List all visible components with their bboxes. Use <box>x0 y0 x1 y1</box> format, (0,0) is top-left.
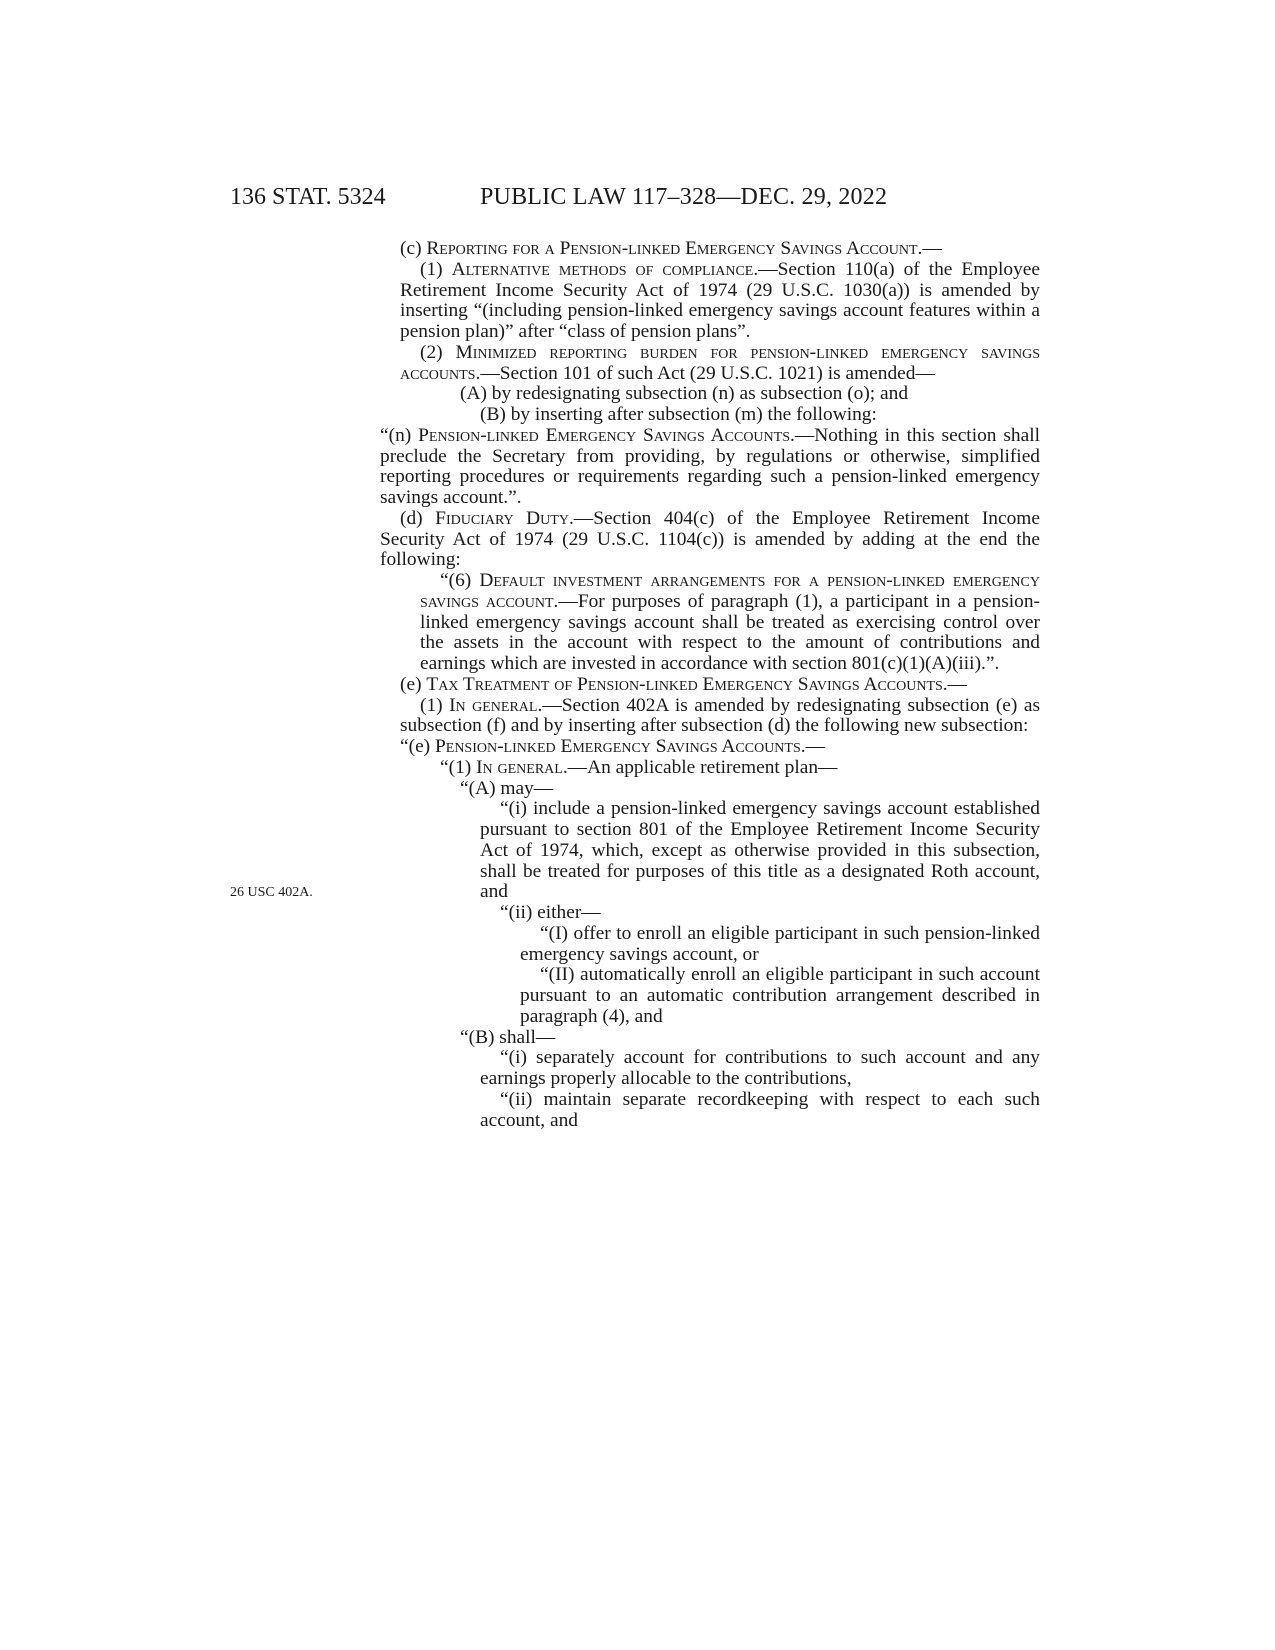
subsection-c-dash: — <box>922 238 942 259</box>
new-subsection-e <box>380 737 1040 758</box>
paragraph-e1 <box>360 696 1040 738</box>
new-paragraph-6-heading: Default investment arrangements for a pension-linked emergency savings account. <box>420 570 1040 612</box>
new-subsection-e-dash: — <box>805 736 825 757</box>
paragraph-c2-heading: Minimized reporting burden for pension-linked emergency savings accounts. <box>400 341 1040 384</box>
paragraph-c1-designator: (1) <box>420 258 452 280</box>
paragraph-c2-text: —Section 101 of such Act (29 U.S.C. 1021) is amended— <box>480 362 935 384</box>
new-paragraph-6-text: —For purposes of paragraph (1), a participant in a pension-linked emergency savings account shall be treated as exercising control over the assets in the account with respect to the amount of contributions and earnings which are invested in accordance with section 801(c)(1)(A)(iii).”. <box>420 590 1040 674</box>
subparagraph-c2B: (B) by inserting after subsection (m) the following: <box>480 404 877 425</box>
margin-citation: 26 USC 402A. <box>230 885 313 900</box>
clause-A-ii: “(ii) either— <box>500 902 601 923</box>
subsection-c-heading: Reporting for a Pension-linked Emergency Savings Account. <box>426 238 923 259</box>
subsection-e <box>380 675 1040 696</box>
paragraph-c1-text: —Section 110(a) of the Employee Retirement Income Security Act of 1974 (29 U.S.C. 1030(a)) is amended by inserting “(including pension-linked emergency savings account features within a pension plan)” after “class of pension plans”. <box>400 258 1040 342</box>
statute-body <box>380 239 1040 1131</box>
subsection-c-designator: (c) <box>400 238 427 259</box>
public-law-title: PUBLIC LAW 117–328—DEC. 29, 2022 <box>480 184 888 210</box>
subsection-d-text: —Section 404(c) of the Employee Retirement Income Security Act of 1974 (29 U.S.C. 1104(c)) is amended by adding at the end the following: <box>380 507 1040 571</box>
clause-B-ii: “(ii) maintain separate recordkeeping with respect to each such account, and <box>480 1088 1040 1131</box>
subsection-c <box>380 239 1040 260</box>
new-paragraph-6 <box>380 571 1040 675</box>
subsection-e-heading: Tax Treatment of Pension-linked Emergency Savings Accounts. <box>426 673 948 695</box>
clause-B: “(B) shall— <box>460 1026 556 1048</box>
new-subsection-e-designator: “(e) <box>400 736 435 757</box>
subparagraph-c2A: (A) by redesignating subsection (n) as subsection (o); and <box>460 383 909 405</box>
paragraph-c2 <box>380 343 1040 385</box>
subsection-e-designator: (e) <box>400 673 427 695</box>
subclause-A-ii-I: “(I) offer to enroll an eligible participant in such pension-linked emergency savings account, or <box>520 922 1040 965</box>
new-paragraph-e1-designator: “(1) <box>440 756 477 778</box>
subsection-d <box>380 509 1040 571</box>
page-header <box>230 182 1030 212</box>
clause-A-i: “(i) include a pension-linked emergency savings account established pursuant to section 801 of the Employee Retirement Income Security Act of 1974, which, except as otherwise provided in this subsection, shall be treated for purposes of this title as a designated Roth account, and <box>480 798 1040 903</box>
paragraph-e1-designator: (1) <box>420 694 450 716</box>
clause-A: “(A) may— <box>460 777 554 799</box>
paragraph-c1-heading: Alternative methods of compliance. <box>451 258 759 280</box>
statute-page-number: 136 STAT. 5324 <box>230 184 386 210</box>
paragraph-e1-heading: In general. <box>449 694 543 716</box>
clause-B-i: “(i) separately account for contributions to such account and any earnings properly allocable to the contributions, <box>480 1047 1040 1089</box>
paragraph-c2-designator: (2) <box>420 341 456 363</box>
new-subsection-n-heading: Pension-linked Emergency Savings Accounts. <box>418 424 795 446</box>
paragraph-e1-text: —Section 402A is amended by redesignating subsection (e) as subsection (f) and by inserting after subsection (d) the following new subsection: <box>400 694 1040 737</box>
subsection-e-dash: — <box>947 673 968 695</box>
new-subsection-n-text: —Nothing in this section shall preclude the Secretary from providing, by regulations or otherwise, simplified reporting procedures or requirements regarding such a pension-linked emergency savings account.”. <box>380 424 1040 508</box>
new-subsection-e-heading: Pension-linked Emergency Savings Accounts. <box>434 736 806 757</box>
subsection-d-heading: Fiduciary Duty. <box>435 507 574 529</box>
new-paragraph-e1-text: —An applicable retirement plan— <box>567 756 838 778</box>
new-paragraph-e1 <box>380 758 1040 779</box>
new-subsection-n <box>380 426 1040 509</box>
paragraph-c1 <box>380 260 1040 343</box>
new-paragraph-6-designator: “(6) <box>440 570 480 591</box>
subclause-A-ii-II: “(II) automatically enroll an eligible participant in such account pursuant to an automatic contribution arrangement described in paragraph (4), and <box>520 964 1040 1027</box>
subsection-d-designator: (d) <box>400 507 436 529</box>
new-subsection-n-designator: “(n) <box>380 424 419 446</box>
new-paragraph-e1-heading: In general. <box>476 756 568 778</box>
